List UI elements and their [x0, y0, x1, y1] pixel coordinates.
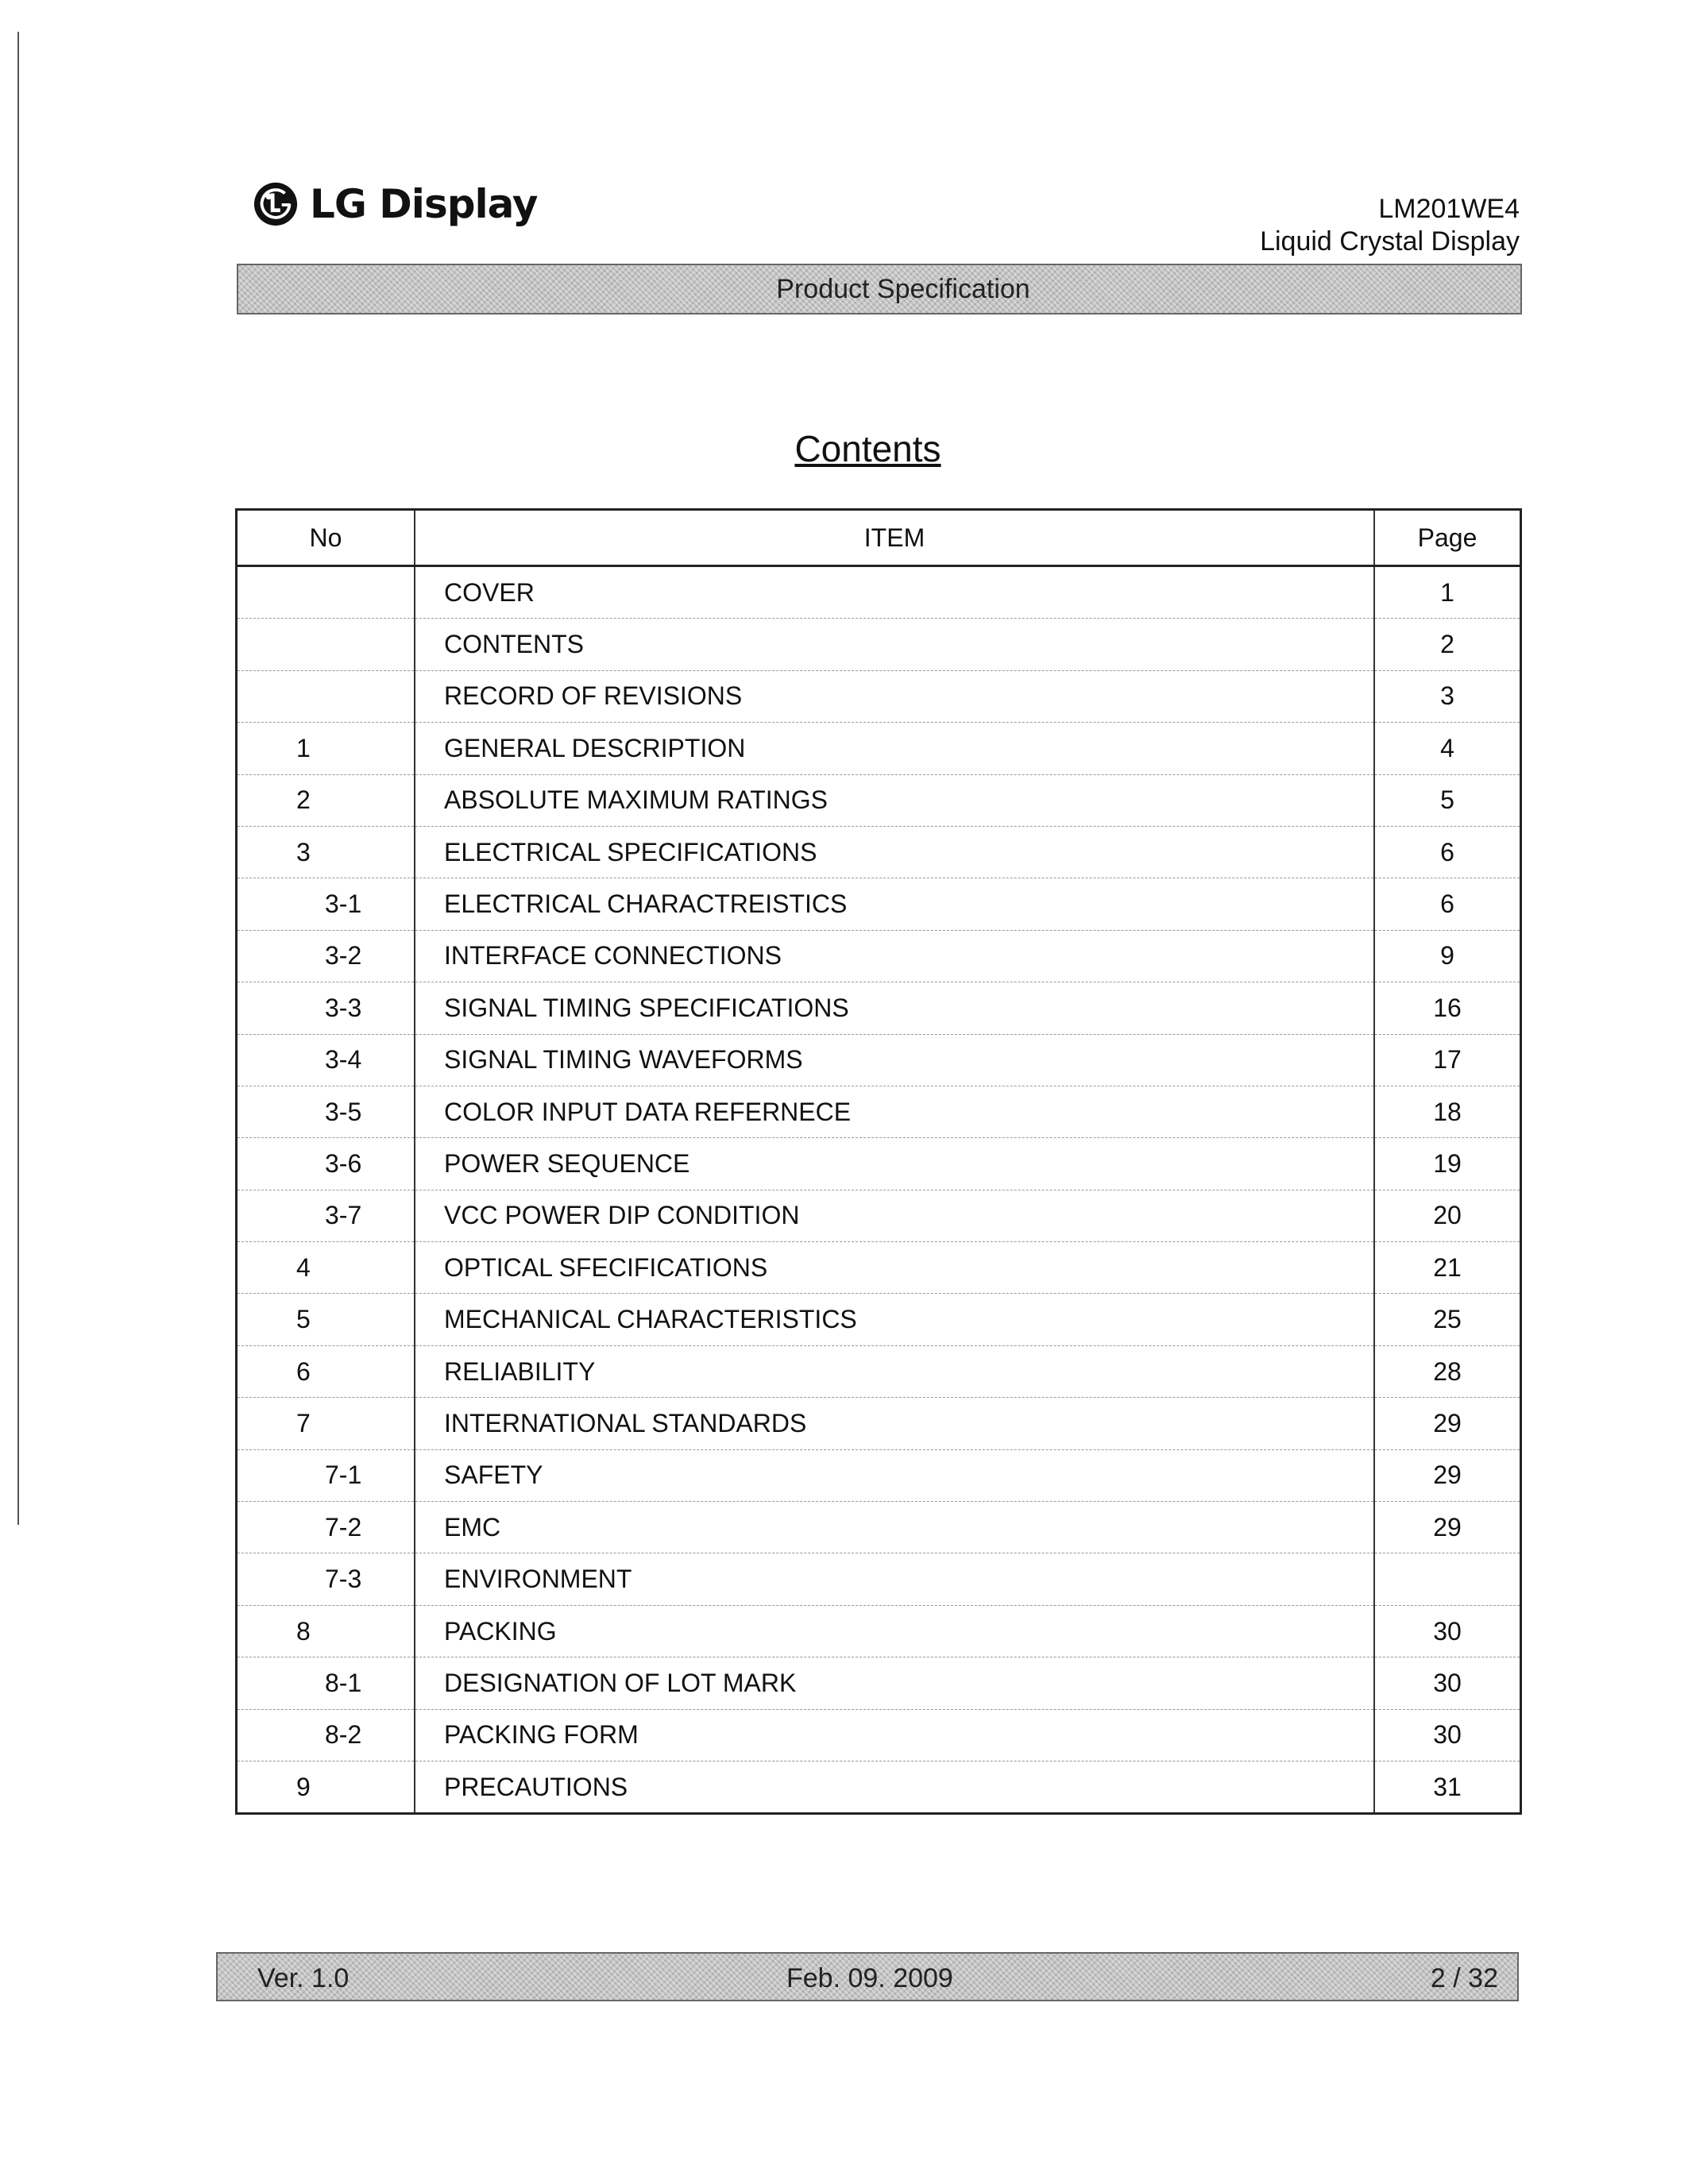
row-item: OPTICAL SFECIFICATIONS — [415, 1242, 1374, 1294]
row-item: MECHANICAL CHARACTERISTICS — [415, 1294, 1374, 1345]
row-number: 3-6 — [237, 1138, 415, 1190]
row-number: 7-2 — [237, 1502, 415, 1553]
row-number: 8-2 — [237, 1709, 415, 1761]
row-page — [1374, 1553, 1521, 1605]
row-number: 6 — [237, 1345, 415, 1397]
row-item: COVER — [415, 566, 1374, 619]
table-row — [237, 982, 1521, 1034]
footer-version: Ver. 1.0 — [257, 1963, 350, 1993]
row-page: 5 — [1374, 774, 1521, 826]
table-row — [237, 1242, 1521, 1294]
row-item: PACKING — [415, 1605, 1374, 1657]
row-number: 8 — [237, 1605, 415, 1657]
footer-band — [216, 1952, 1519, 2001]
row-number: 8-1 — [237, 1657, 415, 1709]
row-number: 3-7 — [237, 1190, 415, 1241]
row-item: RELIABILITY — [415, 1345, 1374, 1397]
row-page: 30 — [1374, 1605, 1521, 1657]
row-page: 29 — [1374, 1449, 1521, 1501]
footer-page-number: 2 / 32 — [1430, 1963, 1498, 1993]
page-title: Contents — [794, 428, 941, 469]
table-row — [237, 1502, 1521, 1553]
row-item: POWER SEQUENCE — [415, 1138, 1374, 1190]
table-header-row — [237, 510, 1521, 566]
row-number: 3-5 — [237, 1086, 415, 1137]
row-item: ENVIRONMENT — [415, 1553, 1374, 1605]
row-page: 21 — [1374, 1242, 1521, 1294]
table-row — [237, 619, 1521, 670]
row-number — [237, 619, 415, 670]
table-row — [237, 878, 1521, 930]
row-item: RECORD OF REVISIONS — [415, 670, 1374, 722]
row-number: 3 — [237, 826, 415, 878]
row-page: 20 — [1374, 1190, 1521, 1241]
table-row — [237, 723, 1521, 774]
row-page: 16 — [1374, 982, 1521, 1034]
header-band — [237, 264, 1522, 314]
row-item: ABSOLUTE MAXIMUM RATINGS — [415, 774, 1374, 826]
table-row — [237, 1709, 1521, 1761]
row-page: 4 — [1374, 723, 1521, 774]
row-page: 2 — [1374, 619, 1521, 670]
row-item: CONTENTS — [415, 619, 1374, 670]
table-row — [237, 1657, 1521, 1709]
row-item: GENERAL DESCRIPTION — [415, 723, 1374, 774]
table-row — [237, 1449, 1521, 1501]
page-margin-line — [17, 32, 19, 1525]
table-row — [237, 1034, 1521, 1086]
row-page: 29 — [1374, 1502, 1521, 1553]
row-number: 3-2 — [237, 930, 415, 982]
row-number: 7-1 — [237, 1449, 415, 1501]
row-page: 6 — [1374, 826, 1521, 878]
row-item: DESIGNATION OF LOT MARK — [415, 1657, 1374, 1709]
row-page: 19 — [1374, 1138, 1521, 1190]
table-row — [237, 1138, 1521, 1190]
row-item: SIGNAL TIMING WAVEFORMS — [415, 1034, 1374, 1086]
row-item: PACKING FORM — [415, 1709, 1374, 1761]
contents-table — [235, 508, 1522, 1815]
row-number — [237, 566, 415, 619]
row-number: 7 — [237, 1398, 415, 1449]
row-number: 5 — [237, 1294, 415, 1345]
table-row — [237, 1605, 1521, 1657]
row-item: COLOR INPUT DATA REFERNECE — [415, 1086, 1374, 1137]
row-page: 3 — [1374, 670, 1521, 722]
model-number: LM201WE4 — [1378, 194, 1520, 224]
column-header-page: Page — [1374, 510, 1521, 566]
row-number: 3-3 — [237, 982, 415, 1034]
table-row — [237, 826, 1521, 878]
column-header-item: ITEM — [415, 510, 1374, 566]
row-page: 1 — [1374, 566, 1521, 619]
lg-logo-icon — [253, 181, 299, 227]
brand-name: LG Display — [310, 181, 538, 227]
column-header-no: No — [237, 510, 415, 566]
table-row — [237, 1294, 1521, 1345]
product-subtitle: Liquid Crystal Display — [1260, 226, 1520, 257]
table-row — [237, 774, 1521, 826]
row-item: INTERNATIONAL STANDARDS — [415, 1398, 1374, 1449]
band-title: Product Specification — [776, 273, 1030, 304]
row-number: 1 — [237, 723, 415, 774]
row-number: 3-1 — [237, 878, 415, 930]
row-page: 25 — [1374, 1294, 1521, 1345]
row-item: PRECAUTIONS — [415, 1761, 1374, 1813]
row-item: ELECTRICAL SPECIFICATIONS — [415, 826, 1374, 878]
brand-logo — [253, 181, 537, 227]
table-row — [237, 1345, 1521, 1397]
row-item: SIGNAL TIMING SPECIFICATIONS — [415, 982, 1374, 1034]
table-row — [237, 1761, 1521, 1813]
table-row — [237, 670, 1521, 722]
row-page: 17 — [1374, 1034, 1521, 1086]
row-page: 30 — [1374, 1709, 1521, 1761]
row-number: 3-4 — [237, 1034, 415, 1086]
row-number — [237, 670, 415, 722]
row-number: 7-3 — [237, 1553, 415, 1605]
table-row — [237, 1086, 1521, 1137]
row-page: 28 — [1374, 1345, 1521, 1397]
table-row — [237, 930, 1521, 982]
row-item: ELECTRICAL CHARACTREISTICS — [415, 878, 1374, 930]
row-page: 6 — [1374, 878, 1521, 930]
row-item: INTERFACE CONNECTIONS — [415, 930, 1374, 982]
row-page: 29 — [1374, 1398, 1521, 1449]
row-number: 4 — [237, 1242, 415, 1294]
row-item: SAFETY — [415, 1449, 1374, 1501]
row-page: 31 — [1374, 1761, 1521, 1813]
table-row — [237, 1398, 1521, 1449]
row-item: VCC POWER DIP CONDITION — [415, 1190, 1374, 1241]
footer-date: Feb. 09. 2009 — [786, 1963, 953, 1993]
table-row — [237, 1190, 1521, 1241]
row-item: EMC — [415, 1502, 1374, 1553]
table-row — [237, 566, 1521, 619]
row-number: 9 — [237, 1761, 415, 1813]
table-row — [237, 1553, 1521, 1605]
row-page: 9 — [1374, 930, 1521, 982]
row-number: 2 — [237, 774, 415, 826]
row-page: 30 — [1374, 1657, 1521, 1709]
row-page: 18 — [1374, 1086, 1521, 1137]
